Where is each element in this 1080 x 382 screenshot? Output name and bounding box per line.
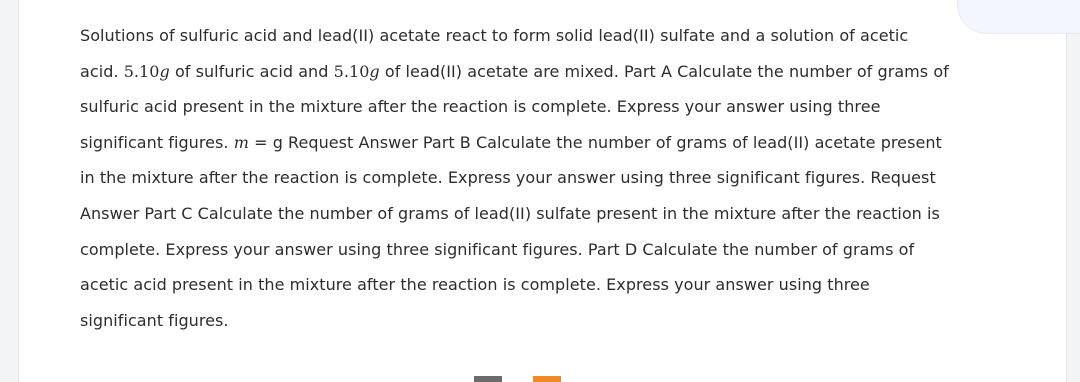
- mass-variable: m: [233, 132, 249, 152]
- remaining-parts-text: g Request Answer Part B Calculate the number of grams of lead(II) acetate present in the mixture after the reaction is complete. Express your answer using three significant figures. Request Answer Part C Calculate the number of grams of lead(II) sulfate present in the mixture after the reaction is complete. Express your answer using three significant figures. Part D Calculate the number of grams of acetic acid present in the mixture after the reaction is complete. Express your answer using three significant figures.: [80, 132, 942, 330]
- part-a-text: of lead(II) acetate are mixed. Part A Calculate the number of grams of sulfuric acid present in the mixture after the reaction is complete. Express your answer using three significant figures.: [80, 61, 949, 152]
- sulfuric-acid-mass-value: 5.10: [123, 61, 160, 81]
- lead-acetate-mass-unit: g: [369, 61, 380, 81]
- corner-decoration: [957, 0, 1080, 34]
- lead-acetate-mass-value: 5.10: [333, 61, 370, 81]
- orange-tab-marker: [533, 376, 561, 382]
- question-text: [80, 18, 950, 338]
- question-connector: of sulfuric acid and: [169, 61, 334, 81]
- gray-tab-marker: [474, 376, 502, 382]
- equals-sign: =: [248, 132, 273, 152]
- question-intro: Solutions of sulfuric acid and lead(II) acetate react to form solid lead(II) sulfate and a solution of acetic acid.: [80, 26, 909, 81]
- sulfuric-acid-mass-unit: g: [159, 61, 170, 81]
